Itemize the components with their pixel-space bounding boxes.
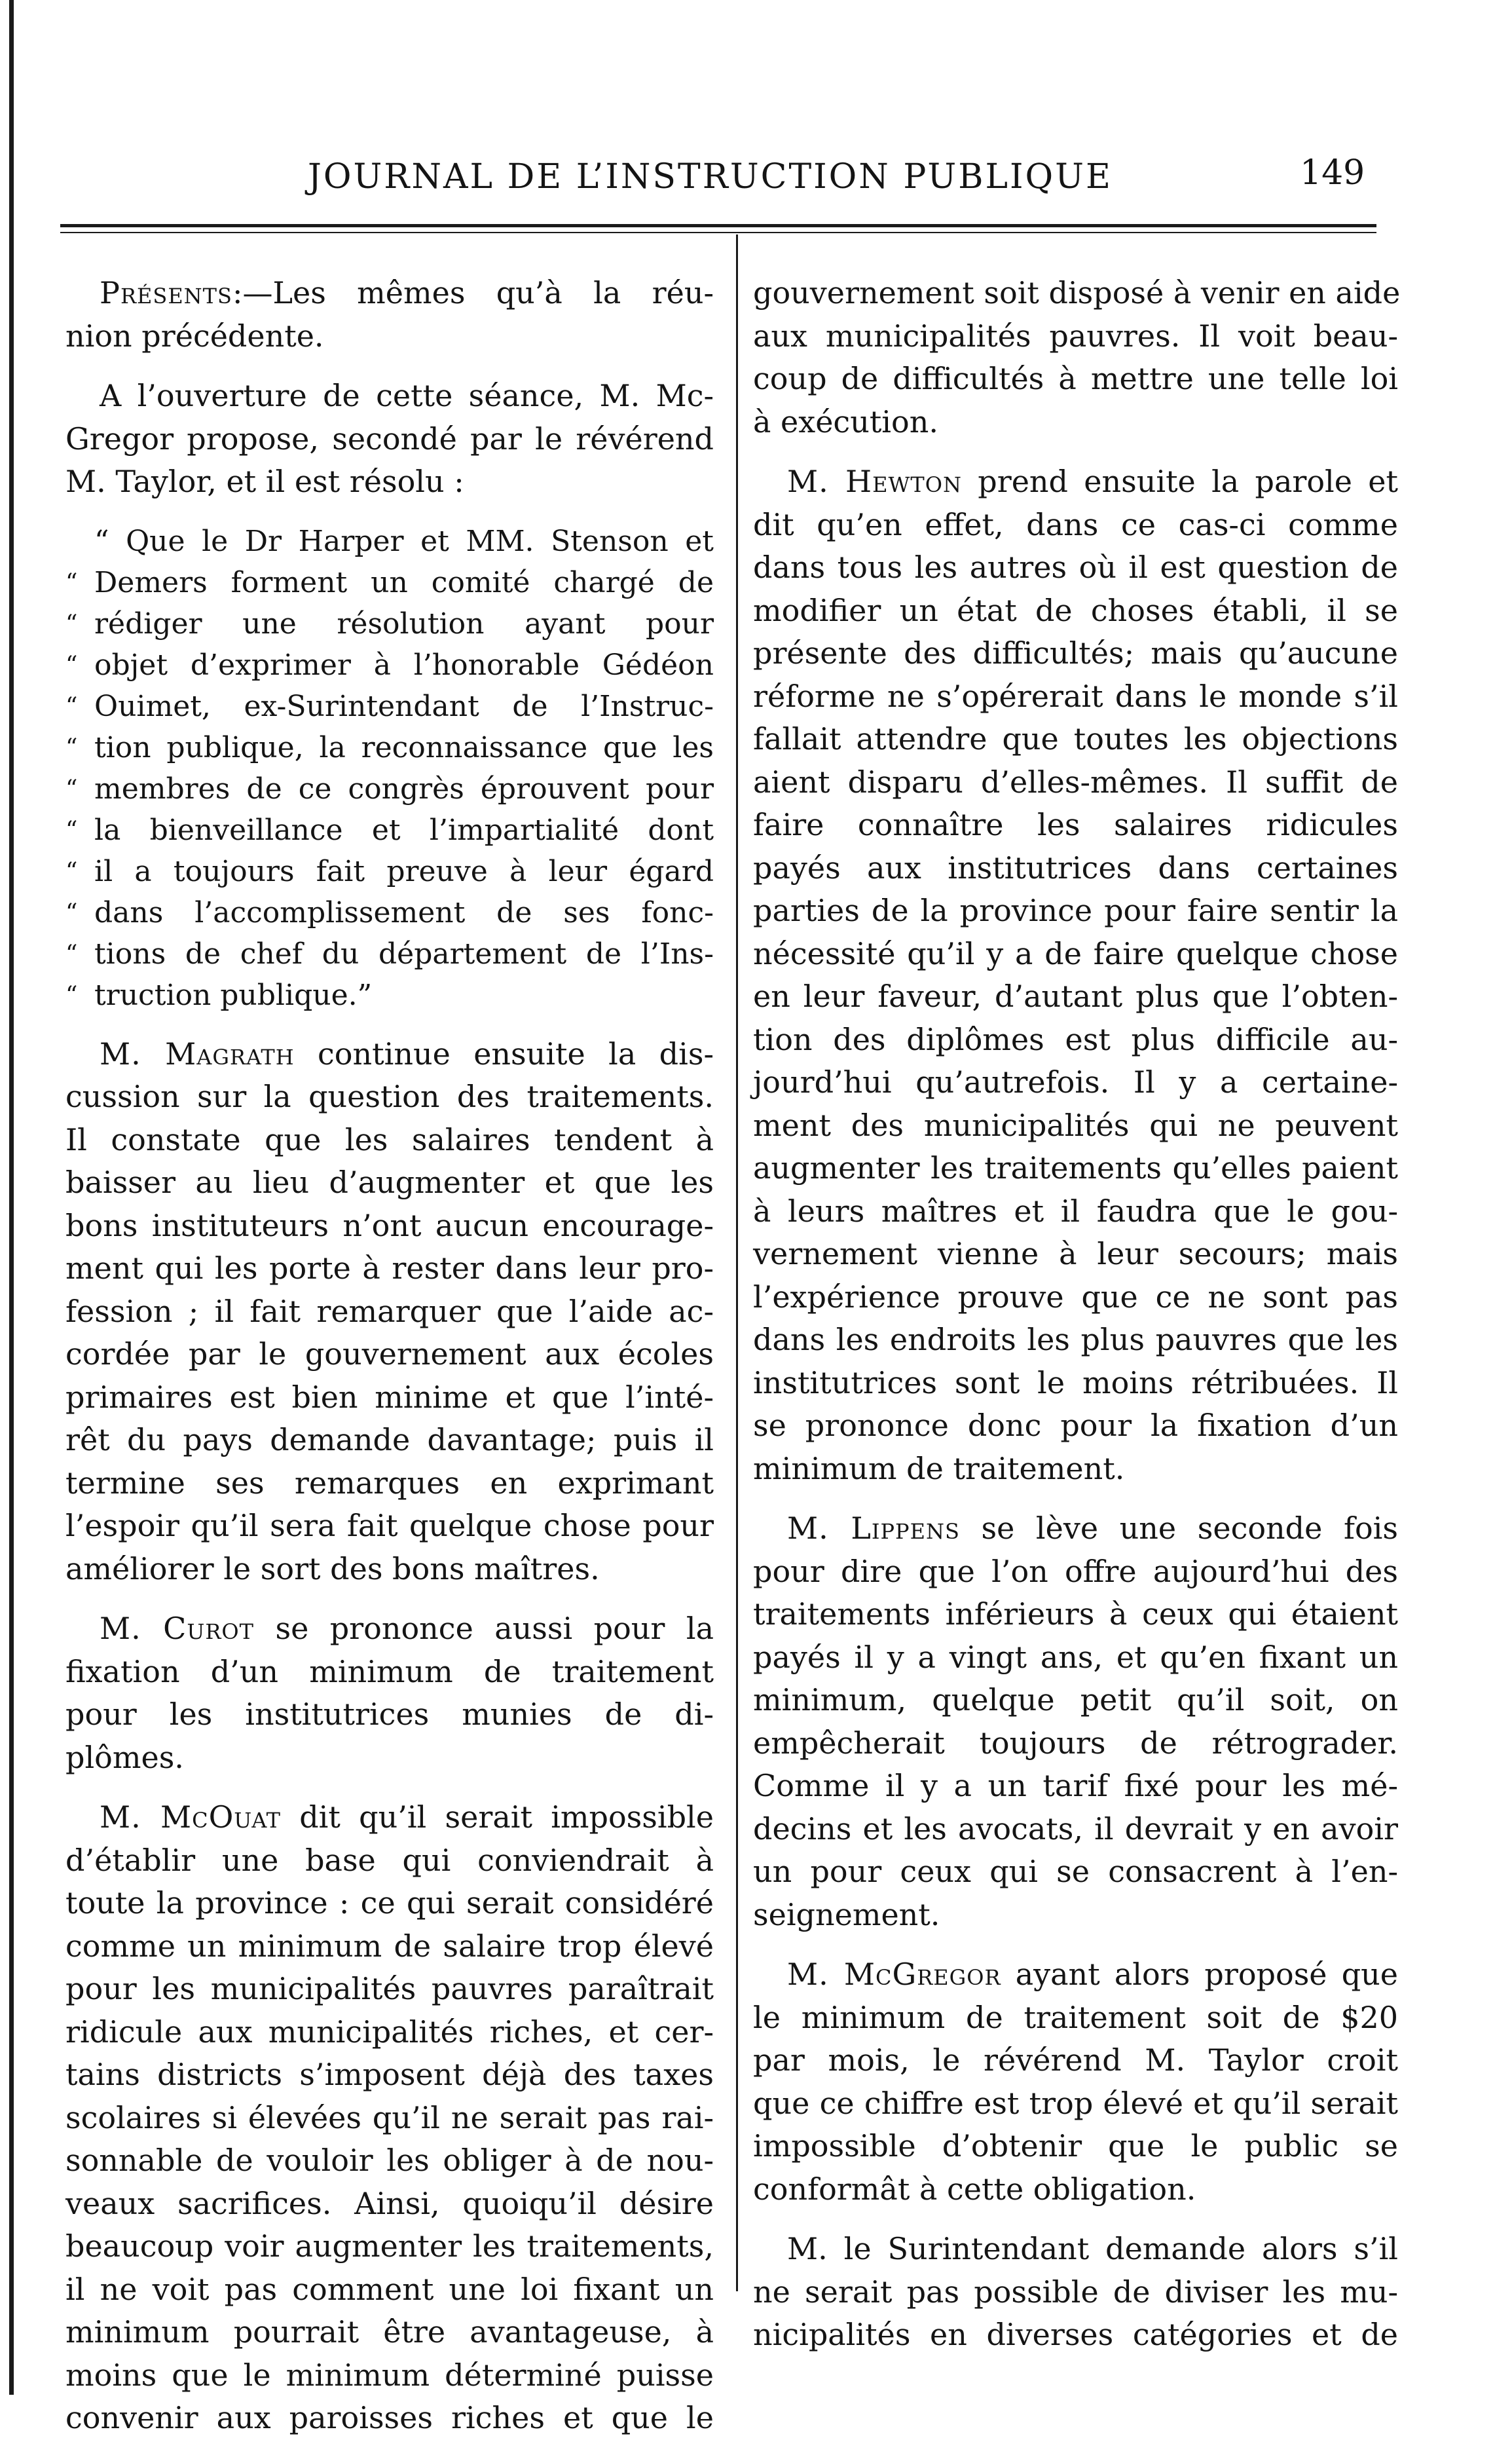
section-lead: Présents bbox=[100, 275, 232, 310]
text-line: pour les institutrices munies de di- bbox=[65, 1697, 714, 1732]
right-column bbox=[753, 272, 1401, 2374]
text-line: seignement. bbox=[753, 1896, 940, 1932]
header-rule bbox=[60, 224, 1376, 227]
text-line: convenir aux paroisses riches et que le bbox=[65, 2400, 714, 2435]
speaker-name: M. Lippens bbox=[787, 1510, 960, 1546]
column-divider bbox=[736, 234, 738, 2291]
paragraph-mcgregor bbox=[753, 1953, 1398, 2211]
text-line: plômes. bbox=[65, 1739, 184, 1775]
speaker-name: M. McOuat bbox=[100, 1799, 281, 1835]
text-line: coup de difficultés à mettre une telle loi bbox=[753, 361, 1398, 396]
paragraph-presents bbox=[65, 272, 714, 358]
text-line: fallait attendre que toutes les objections bbox=[753, 721, 1398, 757]
text-line: minimum, quelque petit qu’il soit, on bbox=[753, 1682, 1398, 1717]
text-line: minimum pourrait être avantageuse, à bbox=[65, 2314, 714, 2350]
paragraph-lippens bbox=[753, 1507, 1398, 1936]
paragraph-ouverture bbox=[65, 375, 714, 504]
text-line: moins que le minimum déterminé puisse bbox=[65, 2357, 714, 2393]
text-line: gouvernement soit disposé à venir en aide bbox=[753, 275, 1401, 310]
text-line: Gregor propose, secondé par le révérend bbox=[65, 421, 714, 457]
text-line: dit qu’en effet, dans ce cas-ci comme bbox=[753, 506, 1398, 542]
text-line: ne serait pas possible de diviser les mu- bbox=[753, 2274, 1398, 2310]
quote-line: “ il a toujours fait preuve à leur égard bbox=[65, 851, 714, 892]
text-line: nion précédente. bbox=[65, 318, 324, 354]
text-line: traitements inférieurs à ceux qui étaient bbox=[753, 1596, 1398, 1632]
paragraph-curot bbox=[65, 1607, 714, 1779]
scan-page-edge bbox=[9, 0, 14, 2395]
text-line: beaucoup voir augmenter les traitements, bbox=[65, 2228, 714, 2264]
text-line: primaires est bien minime et que l’inté- bbox=[65, 1379, 714, 1415]
text-line: améliorer le sort des bons maîtres. bbox=[65, 1550, 600, 1586]
paragraph-hewton bbox=[753, 460, 1398, 1490]
text-line: à exécution. bbox=[753, 403, 938, 440]
text-line: que ce chiffre est trop élevé et qu’il serait bbox=[753, 2085, 1398, 2121]
text-line: le minimum de traitement soit de $20 bbox=[753, 1999, 1398, 2035]
text-line: M. Curot se prononce aussi pour la bbox=[100, 1611, 714, 1646]
text-line: nécessité qu’il y a de faire quelque chose bbox=[753, 935, 1398, 971]
text-line: empêcherait toujours de rétrograder. bbox=[753, 1725, 1398, 1761]
text-line: un pour ceux qui se consacrent à l’en- bbox=[753, 1854, 1398, 1889]
text-line: l’espoir qu’il sera fait quelque chose pour bbox=[65, 1508, 714, 1543]
header-rule-thin bbox=[60, 232, 1376, 233]
text-line: payés il y a vingt ans, et qu’en fixant un bbox=[753, 1639, 1398, 1675]
text-line: aux municipalités pauvres. Il voit beau- bbox=[753, 318, 1398, 354]
text-line: pour les municipalités pauvres paraîtrait bbox=[65, 1971, 714, 2006]
text-line: rêt du pays demande davantage; puis il bbox=[65, 1422, 714, 1457]
text-line: en leur faveur, d’autant plus que l’obten- bbox=[753, 979, 1398, 1014]
text-line: A l’ouverture de cette séance, M. Mc- bbox=[100, 378, 714, 413]
text-line: ment des municipalités qui ne peuvent bbox=[753, 1107, 1398, 1143]
text-line: ment qui les porte à rester dans leur pro- bbox=[65, 1250, 714, 1286]
resolution-quote bbox=[65, 521, 714, 1016]
quote-line: “ objet d’exprimer à l’honorable Gédéon bbox=[65, 645, 714, 686]
text-line: tion des diplômes est plus difficile au- bbox=[753, 1021, 1398, 1057]
text-line: tains districts s’imposent déjà des taxes bbox=[65, 2057, 714, 2092]
text-line: faire connaître les salaires ridicules bbox=[753, 807, 1398, 842]
quote-line: “ la bienveillance et l’impartialité dont bbox=[65, 810, 714, 851]
text-line: institutrices sont le moins rétribuées. Il bbox=[753, 1364, 1398, 1400]
quote-line: “ truction publique.” bbox=[65, 975, 714, 1016]
text-line: veaux sacrifices. Ainsi, quoiqu’il désire bbox=[65, 2185, 714, 2221]
text-line: augmenter les traitements qu’elles paient bbox=[753, 1150, 1398, 1186]
text-line: conformât à cette obligation. bbox=[753, 2171, 1196, 2207]
text-line: payés aux institutrices dans certaines bbox=[753, 850, 1398, 886]
quote-line: “ tions de chef du département de l’Ins- bbox=[65, 933, 714, 975]
speaker-name: M. Hewton bbox=[787, 464, 962, 499]
text-line: minimum de traitement. bbox=[753, 1450, 1125, 1486]
quote-line: “ Que le Dr Harper et MM. Stenson et bbox=[94, 524, 714, 558]
text-line: comme un minimum de salaire trop élevé bbox=[65, 1928, 714, 1964]
text-line: scolaires si élevées qu’il ne serait pas rai- bbox=[65, 2099, 714, 2135]
quote-line: “ dans l’accomplissement de ses fonc- bbox=[65, 892, 714, 933]
text-line: modifier un état de choses établi, il se bbox=[753, 592, 1398, 628]
text-line: sonnable de vouloir les obliger à de nou- bbox=[65, 2143, 714, 2178]
text-line: pour dire que l’on offre aujourd’hui des bbox=[753, 1553, 1398, 1589]
quote-line: “ membres de ce congrès éprouvent pour bbox=[65, 768, 714, 810]
text-line: fession ; il fait remarquer que l’aide ac- bbox=[65, 1293, 714, 1329]
speaker-name: M. Curot bbox=[100, 1611, 255, 1646]
text-line: nicipalités en diverses catégories et de bbox=[753, 2317, 1398, 2352]
text-line: M. le Surintendant demande alors s’il bbox=[787, 2231, 1398, 2266]
text-line: Comme il y a un tarif fixé pour les mé- bbox=[753, 1768, 1398, 1803]
text-line: cussion sur la question des traitements. bbox=[65, 1079, 714, 1114]
text-line: baisser au lieu d’augmenter et que les bbox=[65, 1165, 714, 1200]
text-line: bons instituteurs n’ont aucun encourage- bbox=[65, 1207, 714, 1243]
text-line: M. McOuat dit qu’il serait impossible bbox=[100, 1799, 714, 1835]
text-line: Présents:—Les mêmes qu’à la réu- bbox=[100, 275, 714, 310]
text-line: cordée par le gouvernement aux écoles bbox=[65, 1336, 714, 1372]
text-line: dans tous les autres où il est question de bbox=[753, 550, 1398, 585]
text-line: Il constate que les salaires tendent à bbox=[65, 1121, 714, 1157]
text-line: fixation d’un minimum de traitement bbox=[65, 1653, 714, 1689]
paragraph-continuation bbox=[753, 272, 1401, 443]
text-line: présente des difficultés; mais qu’aucune bbox=[753, 635, 1398, 671]
text-line: parties de la province pour faire sentir la bbox=[753, 893, 1398, 928]
text-line: par mois, le révérend M. Taylor croit bbox=[753, 2042, 1398, 2078]
paragraph-surintendant bbox=[753, 2228, 1398, 2357]
text-line: termine ses remarques en exprimant bbox=[65, 1465, 714, 1501]
text-line: réforme ne s’opérerait dans le monde s’il bbox=[753, 678, 1398, 714]
quote-line: “ tion publique, la reconnaissance que les bbox=[65, 727, 714, 768]
text-line: dans les endroits les plus pauvres que les bbox=[753, 1322, 1398, 1357]
text-line: M. McGregor ayant alors proposé que bbox=[787, 1957, 1398, 1992]
quote-line: “ Demers forment un comité chargé de bbox=[65, 562, 714, 603]
speaker-name: M. McGregor bbox=[787, 1957, 1001, 1992]
text-line: ridicule aux municipalités riches, et cer- bbox=[65, 2014, 714, 2050]
text-line: il ne voit pas comment une loi fixant un bbox=[65, 2271, 714, 2307]
text-line: toute la province : ce qui serait considéré bbox=[65, 1885, 714, 1921]
text-line: se prononce donc pour la fixation d’un bbox=[753, 1408, 1398, 1443]
text-line: impossible d’obtenir que le public se bbox=[753, 2128, 1398, 2164]
speaker-name: M. Magrath bbox=[100, 1036, 295, 1072]
paragraph-magrath bbox=[65, 1033, 714, 1591]
text-line: d’établir une base qui conviendrait à bbox=[65, 1842, 714, 1878]
text-line: M. Lippens se lève une seconde fois bbox=[787, 1510, 1398, 1546]
text-line: aient disparu d’elles-mêmes. Il suffit de bbox=[753, 764, 1398, 800]
quote-line: “ Ouimet, ex-Surintendant de l’Instruc- bbox=[65, 686, 714, 727]
text-line: jourd’hui qu’autrefois. Il y a certaine- bbox=[753, 1064, 1398, 1100]
left-column bbox=[65, 272, 714, 2457]
text-line: l’expérience prouve que ce ne sont pas bbox=[753, 1279, 1398, 1315]
paragraph-mcouat bbox=[65, 1796, 714, 2440]
text-line: decins et les avocats, il devrait y en avoir bbox=[753, 1810, 1398, 1847]
text-line: M. Hewton prend ensuite la parole et bbox=[787, 464, 1398, 499]
text-line: M. Magrath continue ensuite la dis- bbox=[100, 1036, 714, 1072]
page-header bbox=[0, 131, 1512, 216]
text-line: à leurs maîtres et il faudra que le gou- bbox=[753, 1193, 1398, 1229]
page-number: 149 bbox=[1300, 153, 1365, 193]
text-line: vernement vienne à leur secours; mais bbox=[753, 1236, 1398, 1271]
text-line: M. Taylor, et il est résolu : bbox=[65, 464, 464, 499]
running-title: JOURNAL DE L’INSTRUCTION PUBLIQUE bbox=[308, 157, 1113, 197]
quote-line: “ rédiger une résolution ayant pour bbox=[65, 603, 714, 645]
